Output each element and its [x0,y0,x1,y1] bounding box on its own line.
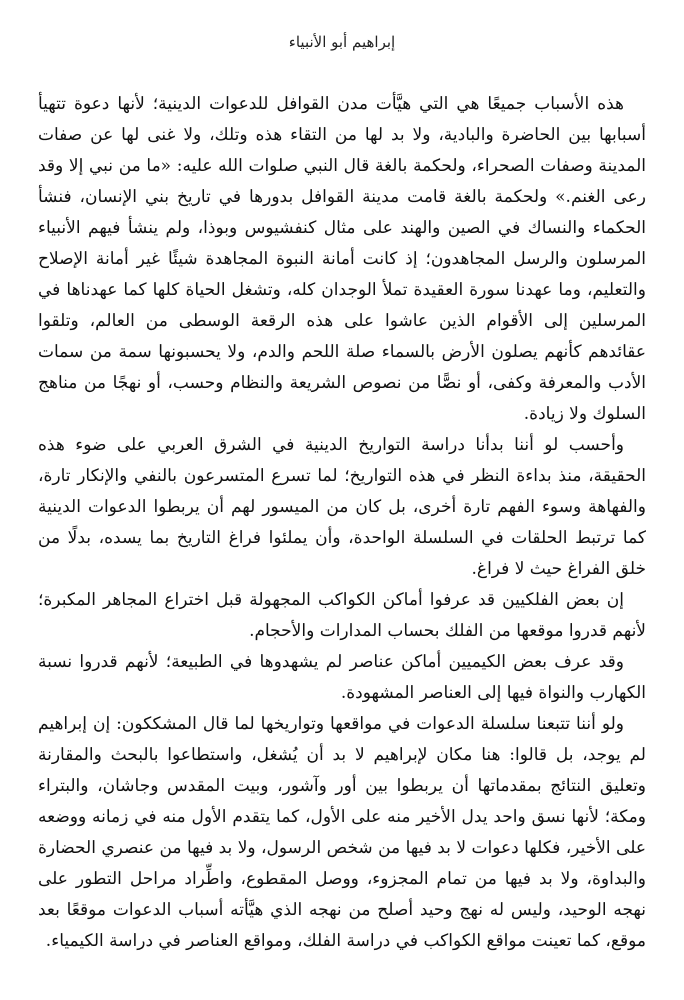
paragraph-4: وقد عرف بعض الكيميين أماكن عناصر لم يشهدوها في الطبيعة؛ لأنهم قدروا نسبة الكهارب والنواة فيها إلى العناصر المشهودة. [38,652,646,703]
paragraph-5: ولو أننا تتبعنا سلسلة الدعوات في مواقعها وتواريخها لما قال المشككون: إن إبراهيم لم يوجد، بل قالوا: هنا مكان لإبراهيم لا بد أن يُشغل، واستطاعوا بالبحث والمقارنة وتعليق النتائج بمقدماتها أن يربطوا بين أور وآشور، وبيت المقدس وجاشان، والبتراء ومكة؛ لأنها نسق واحد يدل الأخير منه على الأول، كما يتقدم الأول منه في زمانه ووضعه على الأخير، فكلها دعوات لا بد فيها من شخص الرسول، ولا بد فيها من عنصري الحضارة والبداوة، ولا بد فيها من تمام المجزوء، ووصل المقطوع، واطِّراد مراحل التطور على نهجه الوحيد، وليس له نهج وحيد أصلح من نهجه الذي هيَّأته أسباب الدعوات موقعًا بعد موقع، كما تعينت مواقع الكواكب في دراسة الفلك، ومواقع العناصر في دراسة الكيمياء. [38,714,646,951]
body-text [38,89,646,957]
paragraph-3: إن بعض الفلكيين قد عرفوا أماكن الكواكب المجهولة قبل اختراع المجاهر المكبرة؛ لأنهم قدروا موقعها من الفلك بحساب المدارات والأحجام. [38,590,646,641]
running-header: إبراهيم أبو الأنبياء [288,33,396,51]
paragraph-1: هذه الأسباب جميعًا هي التي هيَّأت مدن القوافل للدعوات الدينية؛ لأنها دعوة تتهيأ أسبابها بين الحاضرة والبادية، ولا بد لها من التقاء هذه وتلك، ولا غنى لها عن صفات المدينة وصفات الصحراء، ولحكمة بالغة قال النبي صلوات الله عليه: «ما من نبي إلا وقد رعى الغنم.» ولحكمة بالغة قامت مدينة القوافل بدورها في تاريخ بني الإنسان، فنشأ الحكماء والنساك في الصين والهند على مثال كنفشيوس وبوذا، ولم ينشأ فيهم الأنبياء المرسلون والرسل المجاهدون؛ إذ كانت أمانة النبوة المجاهدة شيئًا غير أمانة الإصلاح والتعليم، وما عهدنا سورة العقيدة تملأ الوجدان كله، وتشغل الحياة كلها كما عهدناها في المرسلين إلى الأقوام الذين عاشوا على هذه الرقعة الوسطى من العالم، وتلقوا عقائدهم كأنهم يصلون الأرض بالسماء صلة اللحم والدم، ولا يحسبونها سمة من سمات الأدب والمعرفة وكفى، أو نصًّا من نصوص الشريعة والنظام وحسب، أو نهجًا من مناهج السلوك ولا زيادة. [38,94,646,424]
paragraph-2: وأحسب لو أننا بدأنا دراسة التواريخ الدينية في الشرق العربي على ضوء هذه الحقيقة، منذ بداءة النظر في هذه التواريخ؛ لما تسرع المتسرعون بالنفي والإنكار تارة، والفهاهة وسوء الفهم تارة أخرى، بل كان من الميسور لهم أن يربطوا الدعوات الدينية كما ترتبط الحلقات في السلسلة الواحدة، وأن يملئوا فراغ التاريخ بما يسده، بدلًا من خلق الفراغ حيث لا فراغ. [38,435,646,579]
